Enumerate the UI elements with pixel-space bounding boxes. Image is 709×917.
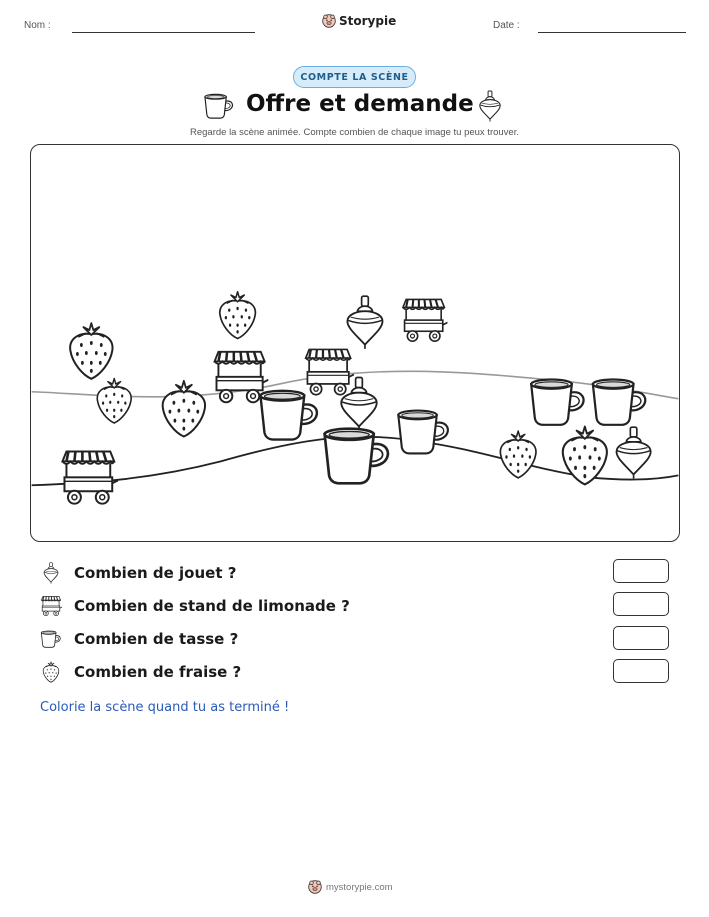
name-label: Nom : xyxy=(24,20,51,31)
coloring-instruction: Colorie la scène quand tu as terminé ! xyxy=(40,700,290,715)
brand xyxy=(322,14,396,28)
scene-frame[interactable] xyxy=(30,144,680,542)
cup-icon xyxy=(260,391,316,440)
footer-url: mystorypie.com xyxy=(326,881,393,893)
answer-box-cup[interactable] xyxy=(613,626,669,650)
date-label: Date : xyxy=(493,20,520,31)
answer-box-strawberry[interactable] xyxy=(613,659,669,683)
spinning-top-icon xyxy=(616,427,650,478)
question-text: Combien de jouet ? xyxy=(74,564,237,582)
name-line[interactable] xyxy=(72,32,255,33)
question-text: Combien de tasse ? xyxy=(74,630,239,648)
question-row-toy xyxy=(40,561,236,585)
lemonade-stand-icon xyxy=(306,349,354,394)
cup-icon xyxy=(203,92,235,120)
date-line[interactable] xyxy=(538,32,686,33)
strawberry-icon xyxy=(97,378,131,423)
cup-icon xyxy=(593,380,645,425)
question-row-strawberry xyxy=(40,660,241,684)
lemonade-stand-icon xyxy=(62,451,118,503)
spinning-top-icon xyxy=(476,90,504,122)
answer-box-toy[interactable] xyxy=(613,559,669,583)
strawberry-icon xyxy=(40,661,62,683)
cup-icon xyxy=(531,380,583,425)
footer xyxy=(308,880,393,894)
cup-icon xyxy=(398,411,448,454)
question-text: Combien de stand de limonade ? xyxy=(74,597,350,615)
answer-box-stand[interactable] xyxy=(613,592,669,616)
spinning-top-icon xyxy=(347,296,382,349)
question-row-stand xyxy=(40,594,350,618)
lemonade-stand-icon xyxy=(403,299,448,341)
question-text: Combien de fraise ? xyxy=(74,663,242,681)
brand-name: Storypie xyxy=(339,14,397,28)
instructions: Regarde la scène animée. Compte combien de chaque image tu peux trouver. xyxy=(189,127,519,138)
storypie-logo-icon xyxy=(308,880,322,894)
strawberry-icon xyxy=(563,426,607,484)
page-title: Offre et demande xyxy=(246,91,474,117)
spinning-top-icon xyxy=(341,378,376,431)
cup-icon xyxy=(40,628,62,650)
strawberry-icon xyxy=(70,323,112,379)
lemonade-stand-icon xyxy=(40,595,62,617)
strawberry-icon xyxy=(163,381,205,437)
storypie-logo-icon xyxy=(322,14,336,28)
activity-badge: COMPTE LA SCÈNE xyxy=(293,66,416,88)
strawberry-icon xyxy=(220,292,256,339)
spinning-top-icon xyxy=(40,562,62,584)
strawberry-icon xyxy=(500,431,536,478)
question-row-cup xyxy=(40,627,238,651)
scene-illustration xyxy=(31,145,679,541)
